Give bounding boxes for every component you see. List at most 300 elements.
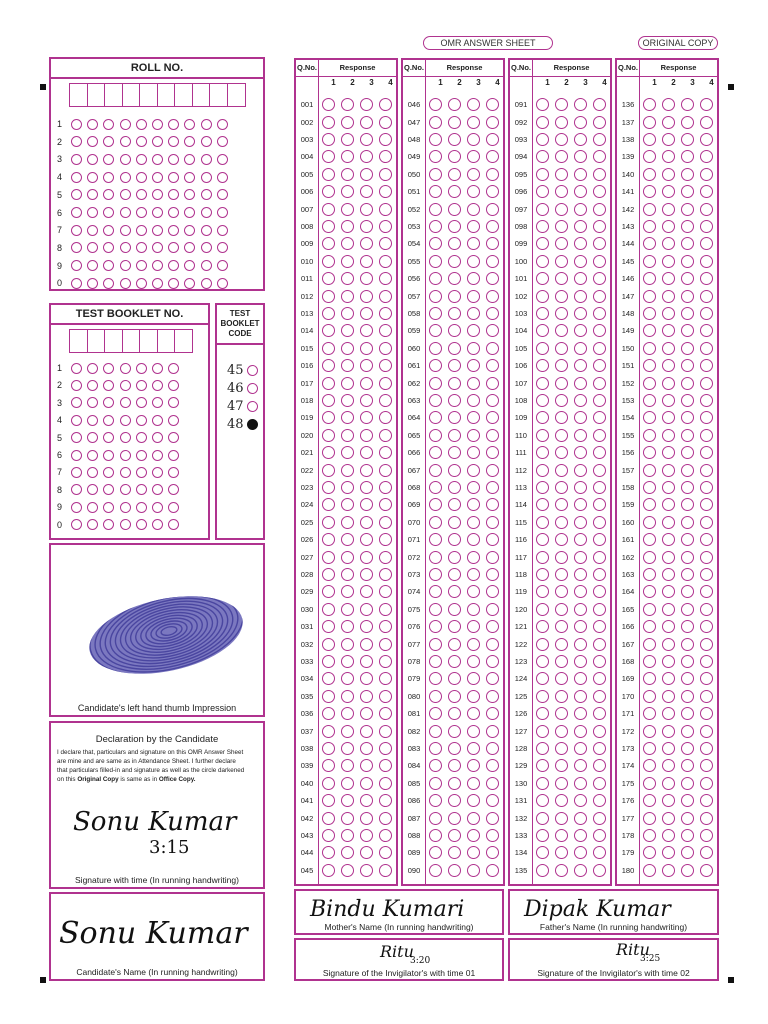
response-bubble[interactable] (700, 707, 713, 720)
response-bubble[interactable] (448, 568, 461, 581)
response-bubble[interactable] (341, 690, 354, 703)
response-bubble[interactable] (681, 672, 694, 685)
response-bubble[interactable] (322, 777, 335, 790)
response-bubble[interactable] (681, 812, 694, 825)
response-bubble[interactable] (536, 324, 549, 337)
response-bubble[interactable] (486, 585, 499, 598)
response-bubble[interactable] (555, 481, 568, 494)
response-bubble[interactable] (467, 150, 480, 163)
response-bubble[interactable] (486, 168, 499, 181)
answer-bubble[interactable] (168, 154, 179, 165)
answer-bubble[interactable] (87, 207, 98, 218)
response-bubble[interactable] (448, 411, 461, 424)
response-bubble[interactable] (593, 846, 606, 859)
response-bubble[interactable] (643, 603, 656, 616)
response-bubble[interactable] (662, 150, 675, 163)
response-bubble[interactable] (486, 446, 499, 459)
response-bubble[interactable] (643, 481, 656, 494)
answer-bubble[interactable] (87, 484, 98, 495)
answer-bubble[interactable] (184, 189, 195, 200)
response-bubble[interactable] (536, 342, 549, 355)
response-bubble[interactable] (536, 533, 549, 546)
answer-bubble[interactable] (136, 502, 147, 513)
response-bubble[interactable] (448, 220, 461, 233)
answer-bubble[interactable] (136, 260, 147, 271)
response-bubble[interactable] (486, 481, 499, 494)
answer-bubble[interactable] (136, 154, 147, 165)
response-bubble[interactable] (662, 220, 675, 233)
response-bubble[interactable] (555, 551, 568, 564)
response-bubble[interactable] (486, 272, 499, 285)
response-bubble[interactable] (681, 690, 694, 703)
response-bubble[interactable] (360, 446, 373, 459)
answer-bubble[interactable] (120, 380, 131, 391)
response-bubble[interactable] (662, 342, 675, 355)
response-bubble[interactable] (700, 742, 713, 755)
response-bubble[interactable] (555, 725, 568, 738)
response-bubble[interactable] (486, 464, 499, 477)
response-bubble[interactable] (341, 812, 354, 825)
response-bubble[interactable] (662, 725, 675, 738)
response-bubble[interactable] (681, 794, 694, 807)
response-bubble[interactable] (448, 290, 461, 303)
answer-bubble[interactable] (217, 225, 228, 236)
response-bubble[interactable] (593, 533, 606, 546)
answer-bubble[interactable] (87, 278, 98, 289)
response-bubble[interactable] (322, 185, 335, 198)
response-bubble[interactable] (360, 707, 373, 720)
response-bubble[interactable] (574, 812, 587, 825)
response-bubble[interactable] (486, 498, 499, 511)
answer-bubble[interactable] (87, 380, 98, 391)
response-bubble[interactable] (429, 846, 442, 859)
answer-bubble[interactable] (120, 119, 131, 130)
response-bubble[interactable] (341, 620, 354, 633)
response-bubble[interactable] (662, 707, 675, 720)
response-bubble[interactable] (341, 846, 354, 859)
response-bubble[interactable] (341, 707, 354, 720)
response-bubble[interactable] (486, 777, 499, 790)
response-bubble[interactable] (593, 603, 606, 616)
response-bubble[interactable] (681, 411, 694, 424)
response-bubble[interactable] (662, 411, 675, 424)
response-bubble[interactable] (536, 655, 549, 668)
response-bubble[interactable] (555, 133, 568, 146)
response-bubble[interactable] (486, 185, 499, 198)
response-bubble[interactable] (379, 98, 392, 111)
response-bubble[interactable] (662, 168, 675, 181)
response-bubble[interactable] (536, 568, 549, 581)
response-bubble[interactable] (536, 290, 549, 303)
answer-bubble[interactable] (217, 207, 228, 218)
booklet-code-bubble[interactable] (247, 383, 258, 394)
response-bubble[interactable] (593, 290, 606, 303)
answer-bubble[interactable] (71, 172, 82, 183)
response-bubble[interactable] (467, 290, 480, 303)
response-bubble[interactable] (536, 551, 549, 564)
answer-bubble[interactable] (152, 363, 163, 374)
answer-bubble[interactable] (71, 119, 82, 130)
answer-bubble[interactable] (136, 242, 147, 253)
response-bubble[interactable] (643, 116, 656, 129)
response-bubble[interactable] (322, 759, 335, 772)
answer-bubble[interactable] (71, 207, 82, 218)
response-bubble[interactable] (341, 516, 354, 529)
response-bubble[interactable] (429, 150, 442, 163)
response-bubble[interactable] (593, 272, 606, 285)
response-bubble[interactable] (643, 98, 656, 111)
response-bubble[interactable] (448, 272, 461, 285)
response-bubble[interactable] (681, 846, 694, 859)
response-bubble[interactable] (643, 585, 656, 598)
response-bubble[interactable] (379, 672, 392, 685)
response-bubble[interactable] (536, 672, 549, 685)
response-bubble[interactable] (486, 516, 499, 529)
response-bubble[interactable] (486, 794, 499, 807)
response-bubble[interactable] (429, 498, 442, 511)
answer-bubble[interactable] (184, 242, 195, 253)
answer-bubble[interactable] (71, 484, 82, 495)
response-bubble[interactable] (467, 603, 480, 616)
response-bubble[interactable] (536, 498, 549, 511)
response-bubble[interactable] (341, 429, 354, 442)
response-bubble[interactable] (662, 533, 675, 546)
response-bubble[interactable] (429, 290, 442, 303)
response-bubble[interactable] (341, 290, 354, 303)
response-bubble[interactable] (379, 655, 392, 668)
response-bubble[interactable] (555, 829, 568, 842)
response-bubble[interactable] (593, 220, 606, 233)
response-bubble[interactable] (536, 255, 549, 268)
response-bubble[interactable] (379, 742, 392, 755)
response-bubble[interactable] (429, 794, 442, 807)
response-bubble[interactable] (486, 429, 499, 442)
answer-bubble[interactable] (152, 260, 163, 271)
response-bubble[interactable] (574, 672, 587, 685)
response-bubble[interactable] (555, 220, 568, 233)
response-bubble[interactable] (379, 603, 392, 616)
response-bubble[interactable] (700, 516, 713, 529)
response-bubble[interactable] (486, 725, 499, 738)
response-bubble[interactable] (429, 516, 442, 529)
response-bubble[interactable] (593, 568, 606, 581)
response-bubble[interactable] (574, 533, 587, 546)
response-bubble[interactable] (643, 307, 656, 320)
answer-bubble[interactable] (103, 136, 114, 147)
answer-bubble[interactable] (184, 119, 195, 130)
answer-bubble[interactable] (71, 415, 82, 426)
answer-bubble[interactable] (217, 172, 228, 183)
response-bubble[interactable] (574, 603, 587, 616)
answer-bubble[interactable] (201, 189, 212, 200)
response-bubble[interactable] (574, 98, 587, 111)
answer-bubble[interactable] (87, 136, 98, 147)
response-bubble[interactable] (555, 116, 568, 129)
answer-bubble[interactable] (136, 467, 147, 478)
response-bubble[interactable] (429, 672, 442, 685)
response-bubble[interactable] (700, 725, 713, 738)
answer-bubble[interactable] (103, 260, 114, 271)
answer-bubble[interactable] (120, 415, 131, 426)
response-bubble[interactable] (662, 603, 675, 616)
response-bubble[interactable] (536, 307, 549, 320)
response-bubble[interactable] (486, 829, 499, 842)
response-bubble[interactable] (467, 133, 480, 146)
response-bubble[interactable] (467, 812, 480, 825)
response-bubble[interactable] (643, 672, 656, 685)
response-bubble[interactable] (341, 185, 354, 198)
response-bubble[interactable] (360, 481, 373, 494)
response-bubble[interactable] (448, 498, 461, 511)
response-bubble[interactable] (429, 116, 442, 129)
response-bubble[interactable] (486, 846, 499, 859)
response-bubble[interactable] (448, 516, 461, 529)
response-bubble[interactable] (360, 498, 373, 511)
response-bubble[interactable] (555, 777, 568, 790)
response-bubble[interactable] (467, 864, 480, 877)
response-bubble[interactable] (643, 324, 656, 337)
response-bubble[interactable] (681, 864, 694, 877)
response-bubble[interactable] (536, 185, 549, 198)
response-bubble[interactable] (681, 98, 694, 111)
response-bubble[interactable] (341, 377, 354, 390)
response-bubble[interactable] (322, 307, 335, 320)
response-bubble[interactable] (486, 551, 499, 564)
response-bubble[interactable] (448, 794, 461, 807)
response-bubble[interactable] (486, 342, 499, 355)
answer-bubble[interactable] (152, 278, 163, 289)
response-bubble[interactable] (448, 185, 461, 198)
response-bubble[interactable] (643, 638, 656, 651)
response-bubble[interactable] (379, 429, 392, 442)
response-bubble[interactable] (536, 846, 549, 859)
response-bubble[interactable] (593, 672, 606, 685)
response-bubble[interactable] (322, 603, 335, 616)
answer-bubble[interactable] (136, 484, 147, 495)
response-bubble[interactable] (574, 394, 587, 407)
answer-bubble[interactable] (184, 225, 195, 236)
answer-bubble[interactable] (87, 363, 98, 374)
response-bubble[interactable] (574, 498, 587, 511)
response-bubble[interactable] (700, 464, 713, 477)
response-bubble[interactable] (322, 377, 335, 390)
response-bubble[interactable] (448, 759, 461, 772)
response-bubble[interactable] (322, 290, 335, 303)
answer-bubble[interactable] (168, 207, 179, 218)
response-bubble[interactable] (429, 411, 442, 424)
response-bubble[interactable] (322, 533, 335, 546)
response-bubble[interactable] (448, 707, 461, 720)
response-bubble[interactable] (574, 290, 587, 303)
response-bubble[interactable] (486, 133, 499, 146)
answer-bubble[interactable] (71, 278, 82, 289)
response-bubble[interactable] (360, 342, 373, 355)
response-bubble[interactable] (341, 220, 354, 233)
response-bubble[interactable] (379, 777, 392, 790)
response-bubble[interactable] (681, 829, 694, 842)
response-bubble[interactable] (662, 394, 675, 407)
response-bubble[interactable] (700, 846, 713, 859)
response-bubble[interactable] (536, 359, 549, 372)
response-bubble[interactable] (700, 185, 713, 198)
response-bubble[interactable] (536, 168, 549, 181)
answer-bubble[interactable] (103, 450, 114, 461)
response-bubble[interactable] (448, 725, 461, 738)
answer-bubble[interactable] (168, 278, 179, 289)
response-bubble[interactable] (555, 272, 568, 285)
response-bubble[interactable] (486, 568, 499, 581)
response-bubble[interactable] (681, 551, 694, 564)
answer-bubble[interactable] (71, 260, 82, 271)
response-bubble[interactable] (536, 481, 549, 494)
response-bubble[interactable] (322, 829, 335, 842)
answer-bubble[interactable] (184, 172, 195, 183)
response-bubble[interactable] (574, 794, 587, 807)
response-bubble[interactable] (574, 168, 587, 181)
response-bubble[interactable] (681, 707, 694, 720)
response-bubble[interactable] (360, 533, 373, 546)
response-bubble[interactable] (360, 725, 373, 738)
response-bubble[interactable] (700, 342, 713, 355)
response-bubble[interactable] (341, 585, 354, 598)
response-bubble[interactable] (467, 655, 480, 668)
response-bubble[interactable] (429, 429, 442, 442)
answer-bubble[interactable] (87, 519, 98, 530)
response-bubble[interactable] (555, 846, 568, 859)
response-bubble[interactable] (555, 655, 568, 668)
response-bubble[interactable] (536, 864, 549, 877)
response-bubble[interactable] (700, 394, 713, 407)
answer-bubble[interactable] (152, 467, 163, 478)
response-bubble[interactable] (379, 568, 392, 581)
response-bubble[interactable] (643, 829, 656, 842)
answer-bubble[interactable] (103, 502, 114, 513)
answer-bubble[interactable] (103, 278, 114, 289)
response-bubble[interactable] (593, 516, 606, 529)
response-bubble[interactable] (593, 638, 606, 651)
booklet-code-bubble[interactable] (247, 365, 258, 376)
answer-bubble[interactable] (168, 136, 179, 147)
response-bubble[interactable] (700, 655, 713, 668)
response-bubble[interactable] (322, 672, 335, 685)
response-bubble[interactable] (574, 638, 587, 651)
response-bubble[interactable] (429, 655, 442, 668)
response-bubble[interactable] (341, 203, 354, 216)
response-bubble[interactable] (341, 568, 354, 581)
response-bubble[interactable] (643, 185, 656, 198)
response-bubble[interactable] (681, 585, 694, 598)
response-bubble[interactable] (555, 203, 568, 216)
response-bubble[interactable] (681, 429, 694, 442)
response-bubble[interactable] (486, 116, 499, 129)
response-bubble[interactable] (555, 307, 568, 320)
response-bubble[interactable] (555, 620, 568, 633)
response-bubble[interactable] (662, 98, 675, 111)
answer-bubble[interactable] (201, 278, 212, 289)
response-bubble[interactable] (467, 498, 480, 511)
response-bubble[interactable] (643, 551, 656, 564)
response-bubble[interactable] (341, 829, 354, 842)
response-bubble[interactable] (700, 585, 713, 598)
response-bubble[interactable] (700, 446, 713, 459)
response-bubble[interactable] (341, 864, 354, 877)
answer-bubble[interactable] (168, 450, 179, 461)
response-bubble[interactable] (662, 185, 675, 198)
response-bubble[interactable] (681, 237, 694, 250)
answer-bubble[interactable] (71, 467, 82, 478)
answer-bubble[interactable] (103, 189, 114, 200)
response-bubble[interactable] (379, 377, 392, 390)
response-bubble[interactable] (379, 185, 392, 198)
response-bubble[interactable] (681, 655, 694, 668)
response-bubble[interactable] (360, 759, 373, 772)
response-bubble[interactable] (467, 168, 480, 181)
answer-bubble[interactable] (71, 154, 82, 165)
answer-bubble[interactable] (152, 519, 163, 530)
response-bubble[interactable] (700, 237, 713, 250)
response-bubble[interactable] (593, 707, 606, 720)
response-bubble[interactable] (700, 429, 713, 442)
response-bubble[interactable] (662, 777, 675, 790)
response-bubble[interactable] (379, 446, 392, 459)
answer-bubble[interactable] (103, 380, 114, 391)
response-bubble[interactable] (574, 359, 587, 372)
response-bubble[interactable] (322, 655, 335, 668)
answer-bubble[interactable] (152, 189, 163, 200)
response-bubble[interactable] (681, 307, 694, 320)
response-bubble[interactable] (681, 394, 694, 407)
response-bubble[interactable] (700, 150, 713, 163)
response-bubble[interactable] (341, 672, 354, 685)
response-bubble[interactable] (467, 585, 480, 598)
answer-bubble[interactable] (87, 172, 98, 183)
response-bubble[interactable] (379, 324, 392, 337)
response-bubble[interactable] (700, 794, 713, 807)
response-bubble[interactable] (341, 742, 354, 755)
answer-bubble[interactable] (103, 519, 114, 530)
response-bubble[interactable] (379, 620, 392, 633)
answer-bubble[interactable] (217, 260, 228, 271)
answer-bubble[interactable] (103, 154, 114, 165)
response-bubble[interactable] (643, 446, 656, 459)
booklet-code-option[interactable] (227, 415, 258, 433)
response-bubble[interactable] (574, 620, 587, 633)
response-bubble[interactable] (429, 237, 442, 250)
response-bubble[interactable] (486, 307, 499, 320)
response-bubble[interactable] (341, 394, 354, 407)
response-bubble[interactable] (643, 846, 656, 859)
response-bubble[interactable] (555, 464, 568, 477)
response-bubble[interactable] (322, 255, 335, 268)
response-bubble[interactable] (467, 568, 480, 581)
response-bubble[interactable] (448, 133, 461, 146)
answer-bubble[interactable] (152, 380, 163, 391)
response-bubble[interactable] (574, 150, 587, 163)
response-bubble[interactable] (574, 255, 587, 268)
response-bubble[interactable] (662, 377, 675, 390)
response-bubble[interactable] (341, 603, 354, 616)
response-bubble[interactable] (467, 777, 480, 790)
response-bubble[interactable] (700, 864, 713, 877)
response-bubble[interactable] (643, 237, 656, 250)
response-bubble[interactable] (643, 498, 656, 511)
answer-bubble[interactable] (168, 432, 179, 443)
response-bubble[interactable] (448, 377, 461, 390)
answer-bubble[interactable] (184, 207, 195, 218)
response-bubble[interactable] (341, 794, 354, 807)
response-bubble[interactable] (486, 690, 499, 703)
response-bubble[interactable] (448, 777, 461, 790)
